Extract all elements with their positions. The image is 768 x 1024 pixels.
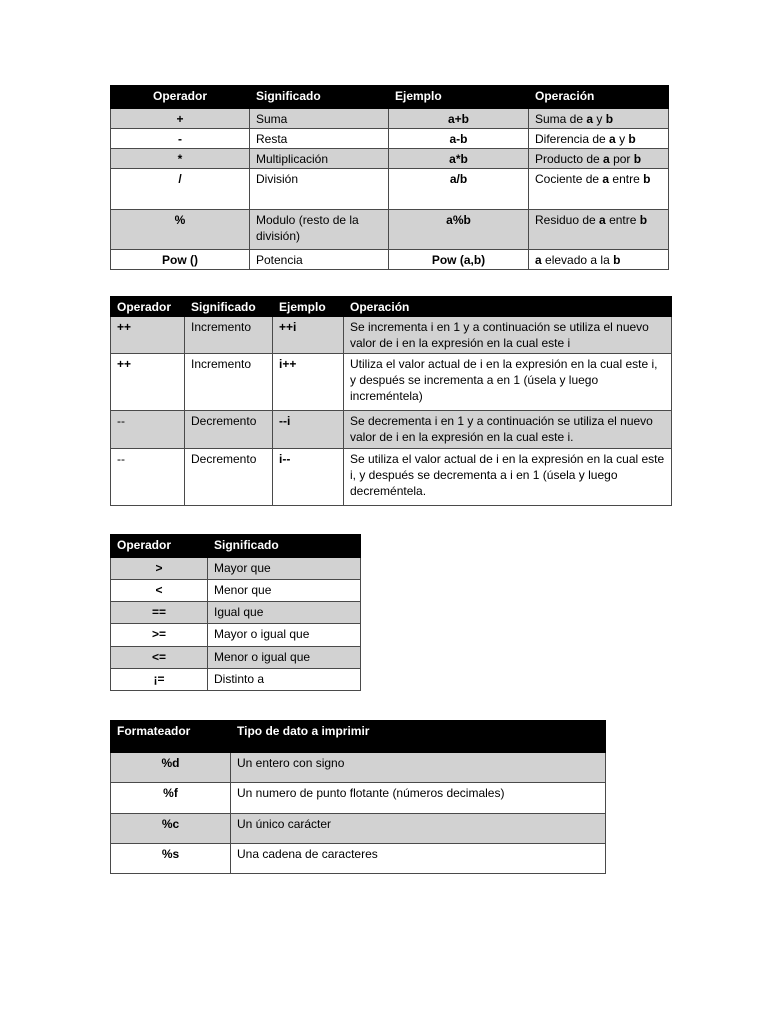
operation-text-part: a bbox=[602, 172, 610, 186]
operation-text-part: a bbox=[599, 213, 606, 227]
operation-text-part: Producto de bbox=[535, 152, 604, 166]
operation-text-part: Diferencia de bbox=[535, 132, 610, 146]
example-cell: ++i bbox=[273, 317, 344, 354]
operator-cell: == bbox=[111, 602, 208, 624]
meaning-cell: División bbox=[250, 169, 389, 210]
increment-operators-table bbox=[110, 296, 672, 506]
meaning-cell: Potencia bbox=[250, 250, 389, 270]
example-cell: a-b bbox=[389, 129, 529, 149]
table-row bbox=[111, 354, 672, 411]
operation-cell bbox=[529, 250, 669, 270]
meaning-cell: Mayor o igual que bbox=[208, 624, 361, 647]
operation-text-part: a bbox=[535, 253, 542, 267]
meaning-cell: Distinto a bbox=[208, 669, 361, 691]
operation-cell: Se decrementa i en 1 y a continuación se utiliza el nuevo valor de i en la expresión en la cual este i. bbox=[344, 411, 672, 449]
table-row bbox=[111, 250, 669, 270]
operation-text-part: a bbox=[609, 132, 616, 146]
table-row bbox=[111, 753, 606, 783]
operation-text-part: entre bbox=[609, 172, 644, 186]
header-operador: Operador bbox=[111, 86, 250, 109]
operator-cell: - bbox=[111, 129, 250, 149]
operator-cell: / bbox=[111, 169, 250, 210]
table-row bbox=[111, 317, 672, 354]
meaning-cell: Incremento bbox=[185, 317, 273, 354]
header-significado: Significado bbox=[250, 86, 389, 109]
operator-cell: -- bbox=[111, 411, 185, 449]
operation-cell bbox=[529, 169, 669, 210]
example-cell: a/b bbox=[389, 169, 529, 210]
operation-text-part: b bbox=[633, 152, 642, 166]
operation-cell bbox=[529, 210, 669, 250]
header-tipo-de-dato: Tipo de dato a imprimir bbox=[231, 721, 606, 753]
operator-cell: + bbox=[111, 109, 250, 129]
type-cell: Un entero con signo bbox=[231, 753, 606, 783]
table-row bbox=[111, 169, 669, 210]
operator-cell: ++ bbox=[111, 317, 185, 354]
table-row bbox=[111, 814, 606, 844]
operator-cell: % bbox=[111, 210, 250, 250]
meaning-cell: Multiplicación bbox=[250, 149, 389, 169]
example-cell: a*b bbox=[389, 149, 529, 169]
operation-text-part: b bbox=[605, 112, 614, 126]
operator-cell: -- bbox=[111, 449, 185, 506]
operation-text-part: y bbox=[593, 112, 606, 126]
formatter-cell: %s bbox=[111, 844, 231, 874]
operator-cell: ¡= bbox=[111, 669, 208, 691]
header-ejemplo: Ejemplo bbox=[273, 297, 344, 317]
operation-text-part: Suma de bbox=[535, 112, 587, 126]
arithmetic-operators-table bbox=[110, 85, 669, 270]
operation-text-part: Residuo de bbox=[535, 213, 600, 227]
operator-cell: * bbox=[111, 149, 250, 169]
table-row bbox=[111, 109, 669, 129]
meaning-cell: Menor que bbox=[208, 580, 361, 602]
header-significado: Significado bbox=[185, 297, 273, 317]
table-row bbox=[111, 580, 361, 602]
table-row bbox=[111, 647, 361, 669]
table-row bbox=[111, 149, 669, 169]
example-cell: Pow (a,b) bbox=[389, 250, 529, 270]
operation-cell bbox=[529, 129, 669, 149]
meaning-cell: Decremento bbox=[185, 449, 273, 506]
table-header-row bbox=[111, 535, 361, 558]
type-cell: Una cadena de caracteres bbox=[231, 844, 606, 874]
formatter-cell: %f bbox=[111, 783, 231, 814]
table-header-row bbox=[111, 297, 672, 317]
table-header-row bbox=[111, 86, 669, 109]
operation-cell: Utiliza el valor actual de i en la expresión en la cual este i, y después se incrementa a en 1 (úsela y luego increméntela) bbox=[344, 354, 672, 411]
meaning-cell: Incremento bbox=[185, 354, 273, 411]
table-row bbox=[111, 602, 361, 624]
format-specifiers-table bbox=[110, 720, 606, 874]
type-cell: Un único carácter bbox=[231, 814, 606, 844]
operation-text-part: b bbox=[643, 172, 651, 186]
table-header-row bbox=[111, 721, 606, 753]
example-cell: a+b bbox=[389, 109, 529, 129]
table-row bbox=[111, 624, 361, 647]
header-operador: Operador bbox=[111, 535, 208, 558]
table-row bbox=[111, 783, 606, 814]
example-cell: i++ bbox=[273, 354, 344, 411]
operation-text-part: Cociente de bbox=[535, 172, 603, 186]
meaning-cell: Decremento bbox=[185, 411, 273, 449]
operation-cell bbox=[529, 109, 669, 129]
header-operacion: Operación bbox=[529, 86, 669, 109]
operation-text-part: por bbox=[609, 152, 634, 166]
operation-cell bbox=[529, 149, 669, 169]
operator-cell: > bbox=[111, 558, 208, 580]
header-ejemplo: Ejemplo bbox=[389, 86, 529, 109]
type-cell: Un numero de punto flotante (números decimales) bbox=[231, 783, 606, 814]
meaning-cell: Suma bbox=[250, 109, 389, 129]
meaning-cell: Mayor que bbox=[208, 558, 361, 580]
operation-text-part: entre bbox=[605, 213, 640, 227]
example-cell: a%b bbox=[389, 210, 529, 250]
header-operacion: Operación bbox=[344, 297, 672, 317]
header-significado: Significado bbox=[208, 535, 361, 558]
operator-cell: < bbox=[111, 580, 208, 602]
table-row bbox=[111, 844, 606, 874]
meaning-cell: Resta bbox=[250, 129, 389, 149]
operator-cell: >= bbox=[111, 624, 208, 647]
operation-text-part: b bbox=[639, 213, 648, 227]
operator-cell: ++ bbox=[111, 354, 185, 411]
operation-text-part: b bbox=[628, 132, 636, 146]
table-row bbox=[111, 669, 361, 691]
meaning-cell: Modulo (resto de la división) bbox=[250, 210, 389, 250]
meaning-cell: Igual que bbox=[208, 602, 361, 624]
formatter-cell: %c bbox=[111, 814, 231, 844]
operation-text-part: elevado a la bbox=[541, 253, 614, 267]
relational-operators-table bbox=[110, 534, 361, 691]
header-operador: Operador bbox=[111, 297, 185, 317]
table-row bbox=[111, 411, 672, 449]
example-cell: i-- bbox=[273, 449, 344, 506]
operation-text-part: y bbox=[615, 132, 629, 146]
table-row bbox=[111, 558, 361, 580]
operation-text-part: a bbox=[586, 112, 594, 126]
operation-text-part: a bbox=[603, 152, 610, 166]
operator-cell: Pow () bbox=[111, 250, 250, 270]
formatter-cell: %d bbox=[111, 753, 231, 783]
operation-text-part: b bbox=[613, 253, 621, 267]
meaning-cell: Menor o igual que bbox=[208, 647, 361, 669]
table-row bbox=[111, 449, 672, 506]
header-formateador: Formateador bbox=[111, 721, 231, 753]
operation-cell: Se utiliza el valor actual de i en la expresión en la cual este i, y después se decrementa a i en 1 (úsela y luego decreméntela. bbox=[344, 449, 672, 506]
operation-cell: Se incrementa i en 1 y a continuación se utiliza el nuevo valor de i en la expresión en la cual este i bbox=[344, 317, 672, 354]
example-cell: --i bbox=[273, 411, 344, 449]
table-row bbox=[111, 210, 669, 250]
operator-cell: <= bbox=[111, 647, 208, 669]
table-row bbox=[111, 129, 669, 149]
